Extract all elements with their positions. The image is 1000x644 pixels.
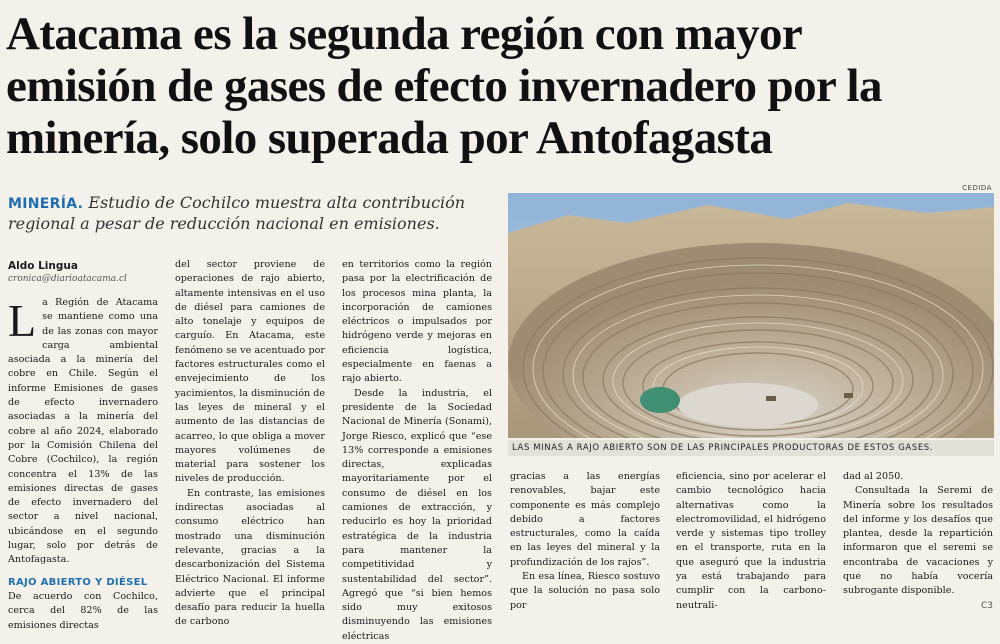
col6-paragraph-1: dad al 2050.: [843, 471, 904, 482]
lead-text: Estudio de Cochilco muestra alta contribución regional a pesar de reducción nacional en emisiones.: [8, 193, 466, 233]
column-5: [676, 470, 826, 613]
col4-paragraph-2: En esa línea, Riesco sostuvo que la solución no pasa solo por: [510, 571, 660, 611]
column-3: [342, 258, 492, 644]
lead-paragraph: [8, 193, 488, 234]
photo-credit: CEDIDA: [962, 184, 992, 192]
col2-paragraph-2: En contraste, las emisiones indirectas asociadas al consumo eléctrico han mostrado una disminución relevante, gracias a la descarbonización del Sistema Eléctrico Nacional. El informe advierte que el principal desafío para reducir la huella de carbono: [175, 487, 325, 628]
open-pit-mine-image: [508, 193, 994, 438]
col3-paragraph-2: Desde la industria, el presidente de la Sociedad Nacional de Minería (Sonami), Jorge Riesco, explicó que “ese 13% corresponde a emisiones directas, explicadas mayoritariamente por el consumo de diésel en los camiones de extracción, y reducirlo es hoy la prioridad estratégica de la industria para mantener la competitividad y sustentabilidad del sector”. Agregó que “si bien hemos sido muy exitosos disminuyendo las emisiones eléctricas: [342, 387, 492, 642]
col4-paragraph-1: gracias a las energías renovables, bajar este componente es más complejo debido a factores estructurales, como la caída en las leyes del mineral y la profundización de los rajos”.: [510, 471, 660, 568]
byline: [8, 260, 168, 284]
column-6: [843, 470, 993, 613]
col1-paragraph-2: De acuerdo con Cochilco, cerca del 82% de las emisiones directas: [8, 590, 158, 631]
column-4: [510, 470, 660, 613]
mine-photo: [508, 193, 994, 438]
col3-paragraph-1: en territorios como la región pasa por la electrificación de los procesos mina planta, la incorporación de camiones eléctricos o impulsados por hidrógeno verde y mejoras en eficiencia logística, especialmente en faenas a rajo abierto.: [342, 259, 492, 385]
photo-caption: LAS MINAS A RAJO ABIERTO SON DE LAS PRINCIPALES PRODUCTORAS DE ESTOS GASES.: [508, 440, 994, 456]
section-kicker: MINERÍA.: [8, 196, 84, 212]
col6-paragraph-2: Consultada la Seremi de Minería sobre los resultados del informe y los desafíos que plantea, desde la repartición informaron que el seremi se encontraba de vacaciones y que no había vocería subrogante disponible.: [843, 485, 993, 597]
headline-line-1: Atacama es la segunda región con mayor: [6, 8, 803, 60]
column-2: [175, 258, 325, 630]
subheading: RAJO ABIERTO Y DIÉSEL: [8, 576, 148, 588]
author-name: Aldo Lingua: [8, 260, 78, 272]
headline-line-3: minería, solo superada por Antofagasta: [6, 112, 773, 164]
headline: [6, 8, 996, 164]
headline-line-2: emisión de gases de efecto invernadero por la: [6, 60, 882, 112]
col5-paragraph-1: eficiencia, sino por acelerar el cambio tecnológico hacia alternativas como la electromovilidad, el hidrógeno verde y sistemas tipo trolley en el transporte, ruta en la que aseguró que la industria ya está trabajando para cumplir con la carbono-neutrali-: [676, 471, 826, 611]
col1-paragraph-1: a Región de Atacama se mantiene como una de las zonas con mayor carga ambiental asociada a la minería del cobre en Chile. Según el informe Emisiones de gases de efecto invernadero asociadas a la minería del cobre al año 2024, elaborado por la Comisión Chilena del Cobre (Cochilco), la región concentra el 13% de las emisiones directas de gases de efecto invernadero del sector a nivel nacional, ubicándose en el segundo lugar, solo por detrás de Antofagasta.: [8, 297, 158, 566]
end-mark: C3: [980, 600, 993, 611]
author-email: cronica@diarioatacama.cl: [8, 274, 127, 284]
column-1: [8, 296, 158, 633]
col2-paragraph-1: del sector proviene de operaciones de rajo abierto, altamente intensivas en el uso de diésel para camiones de alto tonelaje y equipos de carguío. En Atacama, este fenómeno se ve acentuado por factores estructurales como el envejecimiento de los yacimientos, la disminución de las leyes de mineral y el aumento de las distancias de acarreo, lo que obliga a mover mayores volúmenes de material para sostener los niveles de producción.: [175, 259, 326, 485]
dropcap: L: [8, 295, 37, 346]
